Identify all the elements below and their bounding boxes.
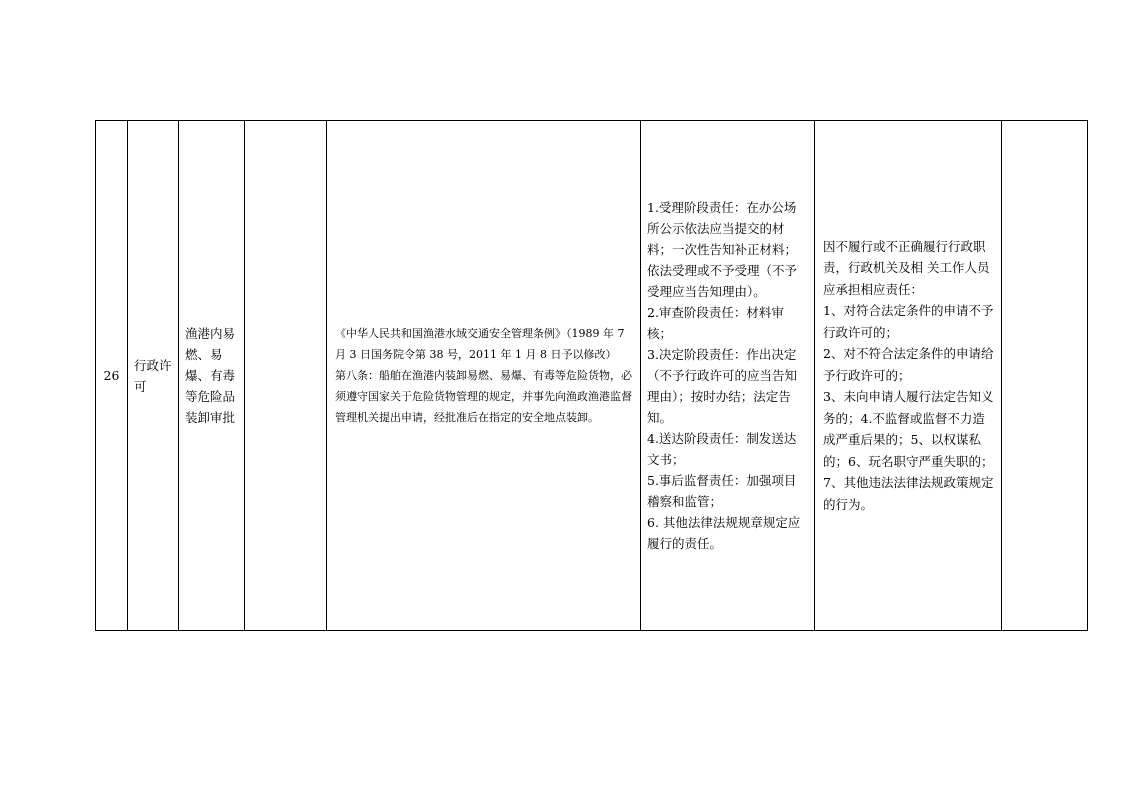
legal-basis-article: 第八条：船舶在渔港内装卸易燃、易爆、有毒等危险货物，必须遵守国家关于危险货物管理的规定，并事先向渔政渔港监督管理机关提出申请，经批准后在指定的安全地点装卸。 (335, 369, 632, 424)
item-name-cell (179, 121, 245, 631)
responsibility-item: 3.决定阶段责任：作出决定（不予行政许可的应当告知理由）；按时办结；法定告知。 (647, 347, 798, 425)
row-number: 26 (103, 368, 120, 383)
responsibility-item: 1.受理阶段责任：在办公场所公示依法应当提交的材料；一次性告知补正材料；依法受理或不予受理（不予受理应当告知理由）。 (647, 200, 798, 299)
responsibility-item: 6. 其他法律法规规章规定应履行的责任。 (647, 515, 801, 551)
accountability-item: 3、未向申请人履行法定告知义务的；4.不监督或监督不力造成严重后果的；5、以权谋私的；6、玩名职守严重失职的；7、其他违法法律法规政策规定的行为。 (823, 389, 994, 512)
responsibility-cell (641, 121, 815, 631)
responsibility-item: 4.送达阶段责任：制发送达文书； (647, 431, 797, 467)
item-name-text: 渔港内易燃、易爆、有毒等危险品装卸审批 (185, 326, 236, 425)
accountability-list (815, 236, 1001, 516)
accountability-item: 因不履行或不正确履行行政职责，行政机关及相 关工作人员应承担相应责任： (823, 238, 990, 297)
sub-item-cell (245, 121, 327, 631)
accountability-cell (815, 121, 1002, 631)
legal-basis-cell (327, 121, 641, 631)
table-row (96, 121, 1088, 631)
remarks-cell (1002, 121, 1088, 631)
responsibility-item: 2.审查阶段责任：材料审核； (647, 305, 784, 341)
legal-basis (327, 323, 640, 428)
legal-basis-citation: 《中华人民共和国渔港水域交通安全管理条例》（1989 年 7 月 3 日国务院令第 38 号，2011 年 1 月 8 日予以修改） (335, 327, 625, 361)
responsibility-item: 5.事后监督责任：加强项目稽察和监管； (647, 473, 797, 509)
category-cell (128, 121, 179, 631)
category-text: 行政许可 (134, 357, 172, 394)
responsibility-list (641, 197, 814, 554)
row-number-cell (96, 121, 128, 631)
accountability-item: 1、对符合法定条件的申请不予行政许可的； (823, 303, 994, 340)
accountability-item: 2、对不符合法定条件的申请给予行政许可的； (823, 346, 994, 383)
authority-list-table (95, 120, 1088, 631)
